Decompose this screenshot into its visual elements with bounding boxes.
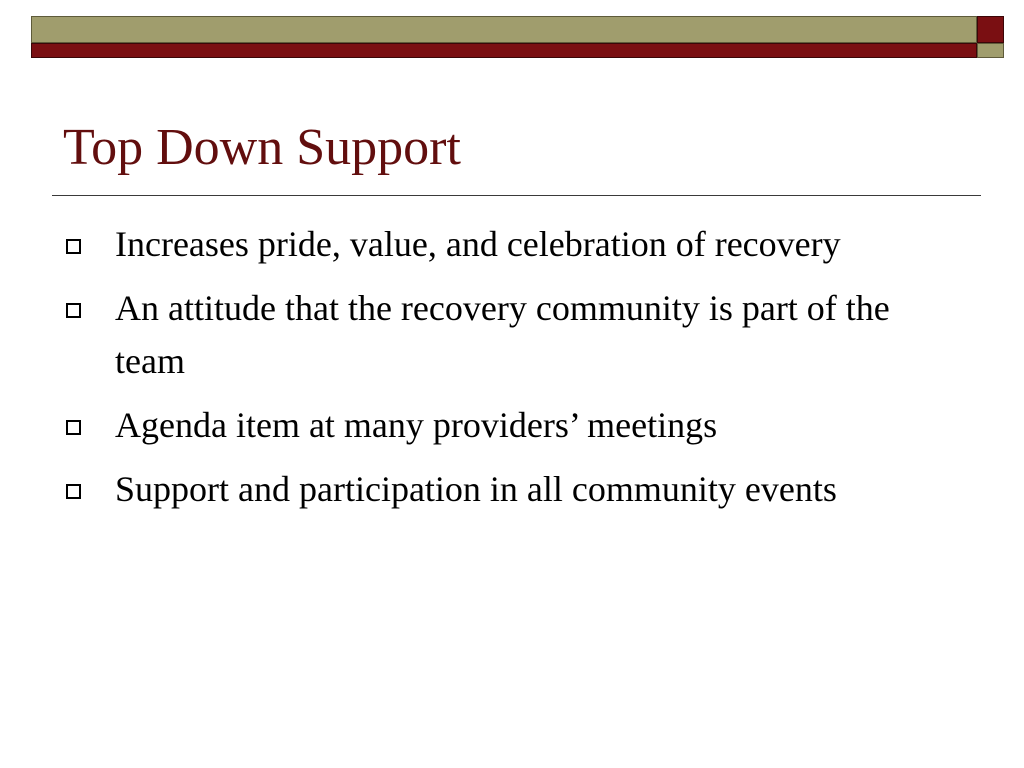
header-olive-bar <box>31 16 977 43</box>
bullet-item <box>66 463 936 516</box>
bullet-item <box>66 218 936 271</box>
hollow-square-bullet-icon <box>66 420 81 435</box>
hollow-square-bullet-icon <box>66 239 81 254</box>
header-maroon-bar <box>31 43 977 58</box>
bullet-text: An attitude that the recovery community is part of the team <box>115 288 890 381</box>
header-olive-square <box>977 43 1004 58</box>
bullet-text: Agenda item at many providers’ meetings <box>115 405 718 445</box>
bullet-item <box>66 399 936 452</box>
bullet-list <box>66 218 936 527</box>
slide-title: Top Down Support <box>63 119 461 176</box>
header-maroon-square <box>977 16 1004 43</box>
hollow-square-bullet-icon <box>66 303 81 318</box>
title-divider <box>52 195 981 196</box>
bullet-text: Support and participation in all community events <box>115 469 837 509</box>
hollow-square-bullet-icon <box>66 484 81 499</box>
bullet-item <box>66 282 936 388</box>
bullet-text: Increases pride, value, and celebration of recovery <box>115 224 841 264</box>
